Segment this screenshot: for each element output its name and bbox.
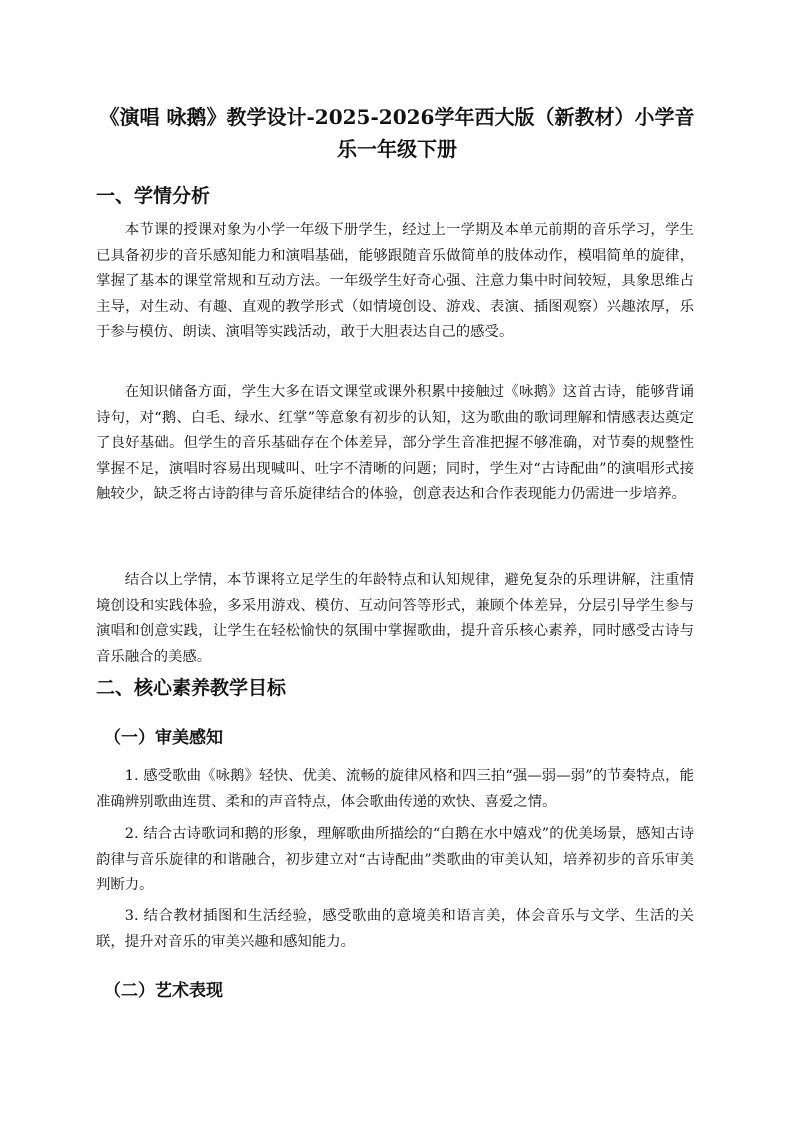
subsection-heading-artistic-expression: （二）艺术表现 [104, 981, 223, 1001]
section-heading-learning-analysis: 一、学情分析 [96, 185, 211, 207]
subsection-heading-aesthetic-perception: （一）审美感知 [104, 728, 223, 748]
section-heading-core-objectives: 二、核心素养教学目标 [96, 677, 287, 699]
paragraph: 2. 结合古诗歌词和鹅的形象，理解歌曲所描绘的“白鹅在水中嬉戏”的优美场景，感知古诗韵律与音乐旋律的和谐融合，初步建立对“古诗配曲”类歌曲的审美认知，培养初步的音乐审美判断力。 [96, 826, 694, 894]
paragraph: 1. 感受歌曲《咏鹅》轻快、优美、流畅的旋律风格和四三拍“强—弱—弱”的节奏特点，能准确辨别歌曲连贯、柔和的声音特点，体会歌曲传递的欢快、喜爱之情。 [96, 768, 694, 810]
paragraph: 在知识储备方面，学生大多在语文课堂或课外积累中接触过《咏鹅》这首古诗，能够背诵诗句，对“鹅、白毛、绿水、红掌”等意象有初步的认知，这为歌曲的歌词理解和情感表达奠定了良好基础。但学生的音乐基础存在个体差异，部分学生音准把握不够准确，对节奏的规整性掌握不足，演唱时容易出现喊叫、吐字不清晰的问题；同时，学生对“古诗配曲”的演唱形式接触较少，缺乏将古诗韵律与音乐旋律结合的体验，创意表达和合作表现能力仍需进一步培养。 [96, 384, 694, 503]
document-title: 《演唱 咏鹅》教学设计-2025-2026学年西大版（新教材）小学音乐一年级下册 [99, 105, 695, 161]
paragraph: 3. 结合教材插图和生活经验，感受歌曲的意境美和语言美，体会音乐与文学、生活的关联，提升对音乐的审美兴趣和感知能力。 [96, 908, 694, 950]
paragraph: 结合以上学情，本节课将立足学生的年龄特点和认知规律，避免复杂的乐理讲解，注重情境创设和实践体验，多采用游戏、模仿、互动问答等形式，兼顾个体差异，分层引导学生参与演唱和创意实践，让学生在轻松愉快的氛围中掌握歌曲，提升音乐核心素养，同时感受古诗与音乐融合的美感。 [96, 572, 694, 665]
paragraph: 本节课的授课对象为小学一年级下册学生，经过上一学期及本单元前期的音乐学习，学生已具备初步的音乐感知能力和演唱基础，能够跟随音乐做简单的肢体动作，模唱简单的旋律，掌握了基本的课堂常规和互动方法。一年级学生好奇心强、注意力集中时间较短，具象思维占主导，对生动、有趣、直观的教学形式（如情境创设、游戏、表演、插图观察）兴趣浓厚，乐于参与模仿、朗读、演唱等实践活动，敢于大胆表达自己的感受。 [96, 222, 694, 341]
